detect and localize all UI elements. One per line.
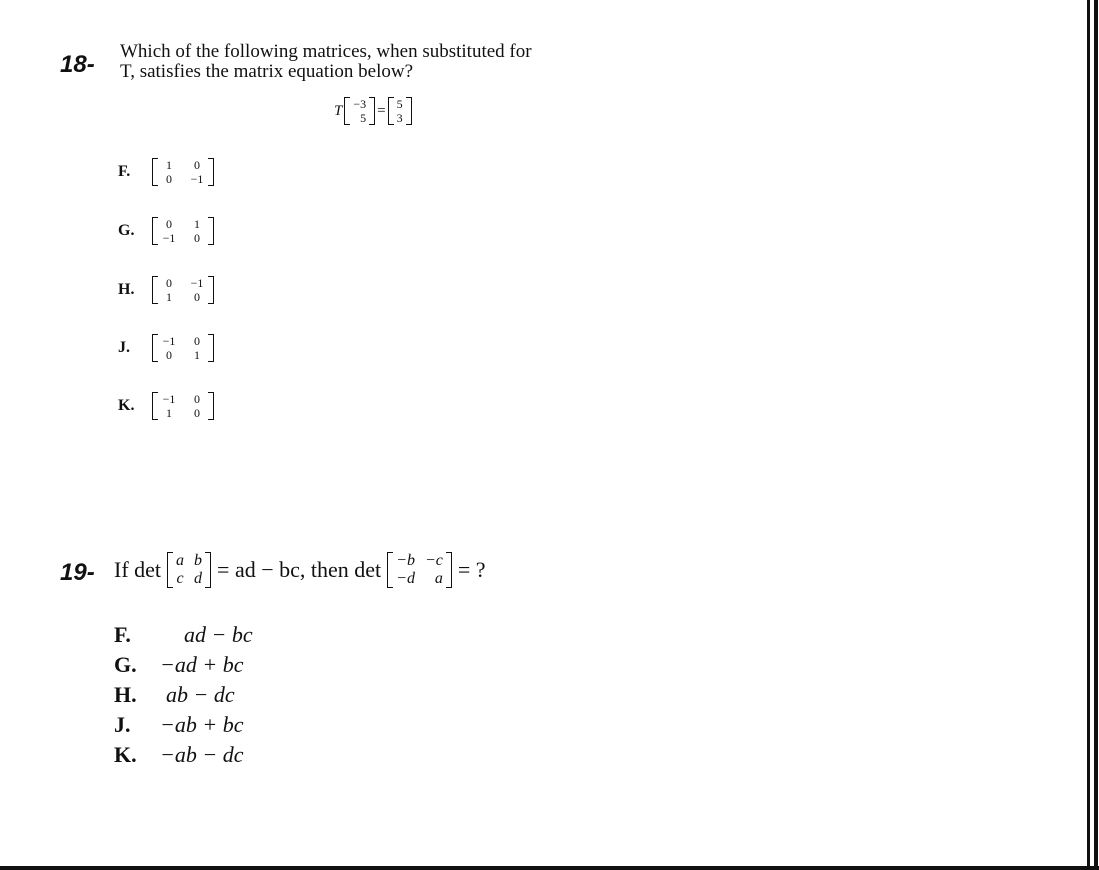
q19-matrix-1 [167,552,211,588]
matrix-cell: 1 [166,158,172,172]
matrix-cell: 0 [194,392,200,406]
matrix-cell: −1 [162,392,176,406]
matrix-cell: 0 [194,158,200,172]
matrix-cell: −1 [190,276,204,290]
matrix-cell: 0 [194,334,200,348]
question-18-line-2: T, satisfies the matrix equation below? [120,61,414,82]
matrix-cell: −c [424,552,443,569]
matrix-cell: d [194,570,203,587]
page-bottom-border [0,866,1099,870]
q19-option-f[interactable] [114,620,253,650]
q19-question-mark: = ? [457,557,486,582]
matrix-cell: 0 [194,290,200,304]
matrix-cell: 1 [166,406,172,420]
matrix-cell: −d [396,570,415,587]
matrix-cell: 1 [166,290,172,304]
q19-option-h[interactable] [114,680,235,710]
matrix-cell: b [194,552,203,569]
option-matrix [152,276,214,304]
page-right-border [1087,0,1099,870]
option-letter: H. [118,281,135,298]
option-letter: K. [114,742,137,767]
q19-option-g[interactable] [114,650,243,680]
q19-if-det: If det [114,557,162,582]
matrix-cell: −b [396,552,415,569]
option-letter: K. [118,397,135,414]
matrix-cell: 1 [194,348,200,362]
vector-cell: −3 [353,97,367,111]
option-text: ad − bc [184,622,253,647]
q18-option-k[interactable] [118,392,214,420]
matrix-equation [334,97,412,125]
option-matrix [152,334,214,362]
matrix-cell: 0 [166,217,172,231]
option-text: −ab − dc [160,742,244,767]
q19-rhs: = ad − bc, then det [217,557,382,582]
q19-option-k[interactable] [114,740,243,770]
question-18-text [120,42,532,82]
vector-cell: 5 [360,111,367,125]
option-letter: J. [114,712,131,737]
option-letter: F. [114,622,131,647]
option-letter: F. [118,163,131,180]
option-text: −ab + bc [160,712,244,737]
matrix-cell: −1 [162,231,176,245]
q18-option-j[interactable] [118,334,214,362]
option-letter: G. [114,652,137,677]
q18-option-h[interactable] [118,276,214,304]
matrix-cell: c [176,570,184,587]
question-19-number: 19- [60,559,95,586]
option-letter: G. [118,222,135,239]
q18-option-f[interactable] [118,158,214,186]
q19-matrix-2 [387,552,452,588]
equation-equals: = [377,102,386,119]
matrix-cell: 0 [166,172,172,186]
option-matrix [152,392,214,420]
equation-left-vector [344,97,375,125]
option-text: −ad + bc [160,652,244,677]
question-18-number: 18- [60,51,95,78]
q18-option-g[interactable] [118,217,214,245]
option-letter: J. [118,339,130,356]
option-letter: H. [114,682,137,707]
option-text: ab − dc [166,682,235,707]
vector-cell: 3 [396,111,403,125]
matrix-cell: a [176,552,185,569]
vector-cell: 5 [396,97,403,111]
matrix-cell: 0 [166,276,172,290]
matrix-cell: 1 [194,217,200,231]
q19-option-j[interactable] [114,710,243,740]
matrix-cell: 0 [194,406,200,420]
question-19-text [114,552,486,588]
matrix-cell: 0 [166,348,172,362]
question-18-line-1: Which of the following matrices, when substituted for [120,41,532,62]
matrix-cell: −1 [162,334,176,348]
equation-T: T [334,102,343,119]
matrix-cell: 0 [194,231,200,245]
matrix-cell: a [434,570,443,587]
matrix-cell: −1 [190,172,204,186]
option-matrix [152,158,214,186]
equation-right-vector [388,97,412,125]
option-matrix [152,217,214,245]
